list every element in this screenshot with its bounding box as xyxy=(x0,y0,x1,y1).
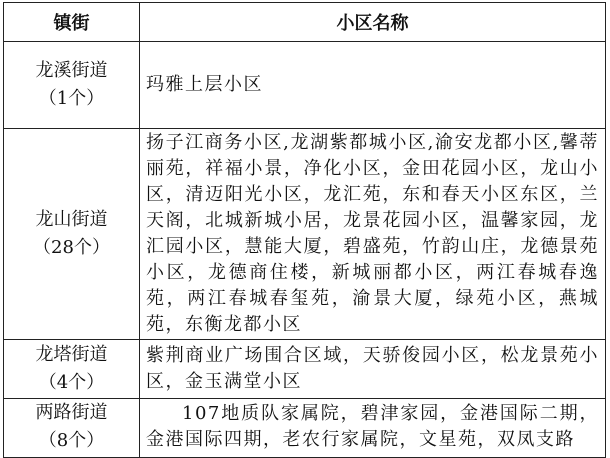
town-name: 龙山街道 xyxy=(35,209,108,230)
table-row xyxy=(4,399,606,458)
community-list: 扬子江商务小区,龙湖紫都城小区,渝安龙都小区,馨蒂丽苑，祥福小景，净化小区，金田花园小区，龙山小区，清迈阳光小区，龙汇苑，东和春天小区东区，兰天阁，北城新城小居，龙景花园小区，温馨家园，龙汇园小区，慧能大厦，碧盛苑，竹韵山庄，龙德景苑小区，龙德商住楼，新城丽都小区，两江春城春逸苑，两江春城春玺苑，渝景大厦，绿苑小区，燕城苑，东衡龙都小区 xyxy=(140,129,606,340)
community-list: 107地质队家属院，碧津家园，金港国际二期，金港国际四期，老农行家属院，文星苑，双凤支路 xyxy=(140,399,606,458)
header-town: 镇街 xyxy=(4,3,140,42)
community-list: 玛雅上层小区 xyxy=(140,42,606,129)
table-header-row xyxy=(4,3,606,42)
community-table xyxy=(3,2,606,458)
town-name: 两路街道 xyxy=(35,402,108,423)
community-list: 紫荆商业广场围合区域，天骄俊园小区，松龙景苑小区，金玉满堂小区 xyxy=(140,340,606,399)
town-name: 龙塔街道 xyxy=(35,344,108,365)
community-count: （28个） xyxy=(33,237,110,258)
town-cell xyxy=(4,42,140,129)
table-row xyxy=(4,42,606,129)
community-count: （4个） xyxy=(38,372,105,393)
town-cell xyxy=(4,399,140,458)
town-name: 龙溪街道 xyxy=(35,60,108,81)
community-count: （1个） xyxy=(38,88,105,109)
table-row xyxy=(4,129,606,340)
town-cell xyxy=(4,129,140,340)
town-cell xyxy=(4,340,140,399)
table-row xyxy=(4,340,606,399)
community-count: （8个） xyxy=(38,430,105,451)
header-communities: 小区名称 xyxy=(140,3,606,42)
